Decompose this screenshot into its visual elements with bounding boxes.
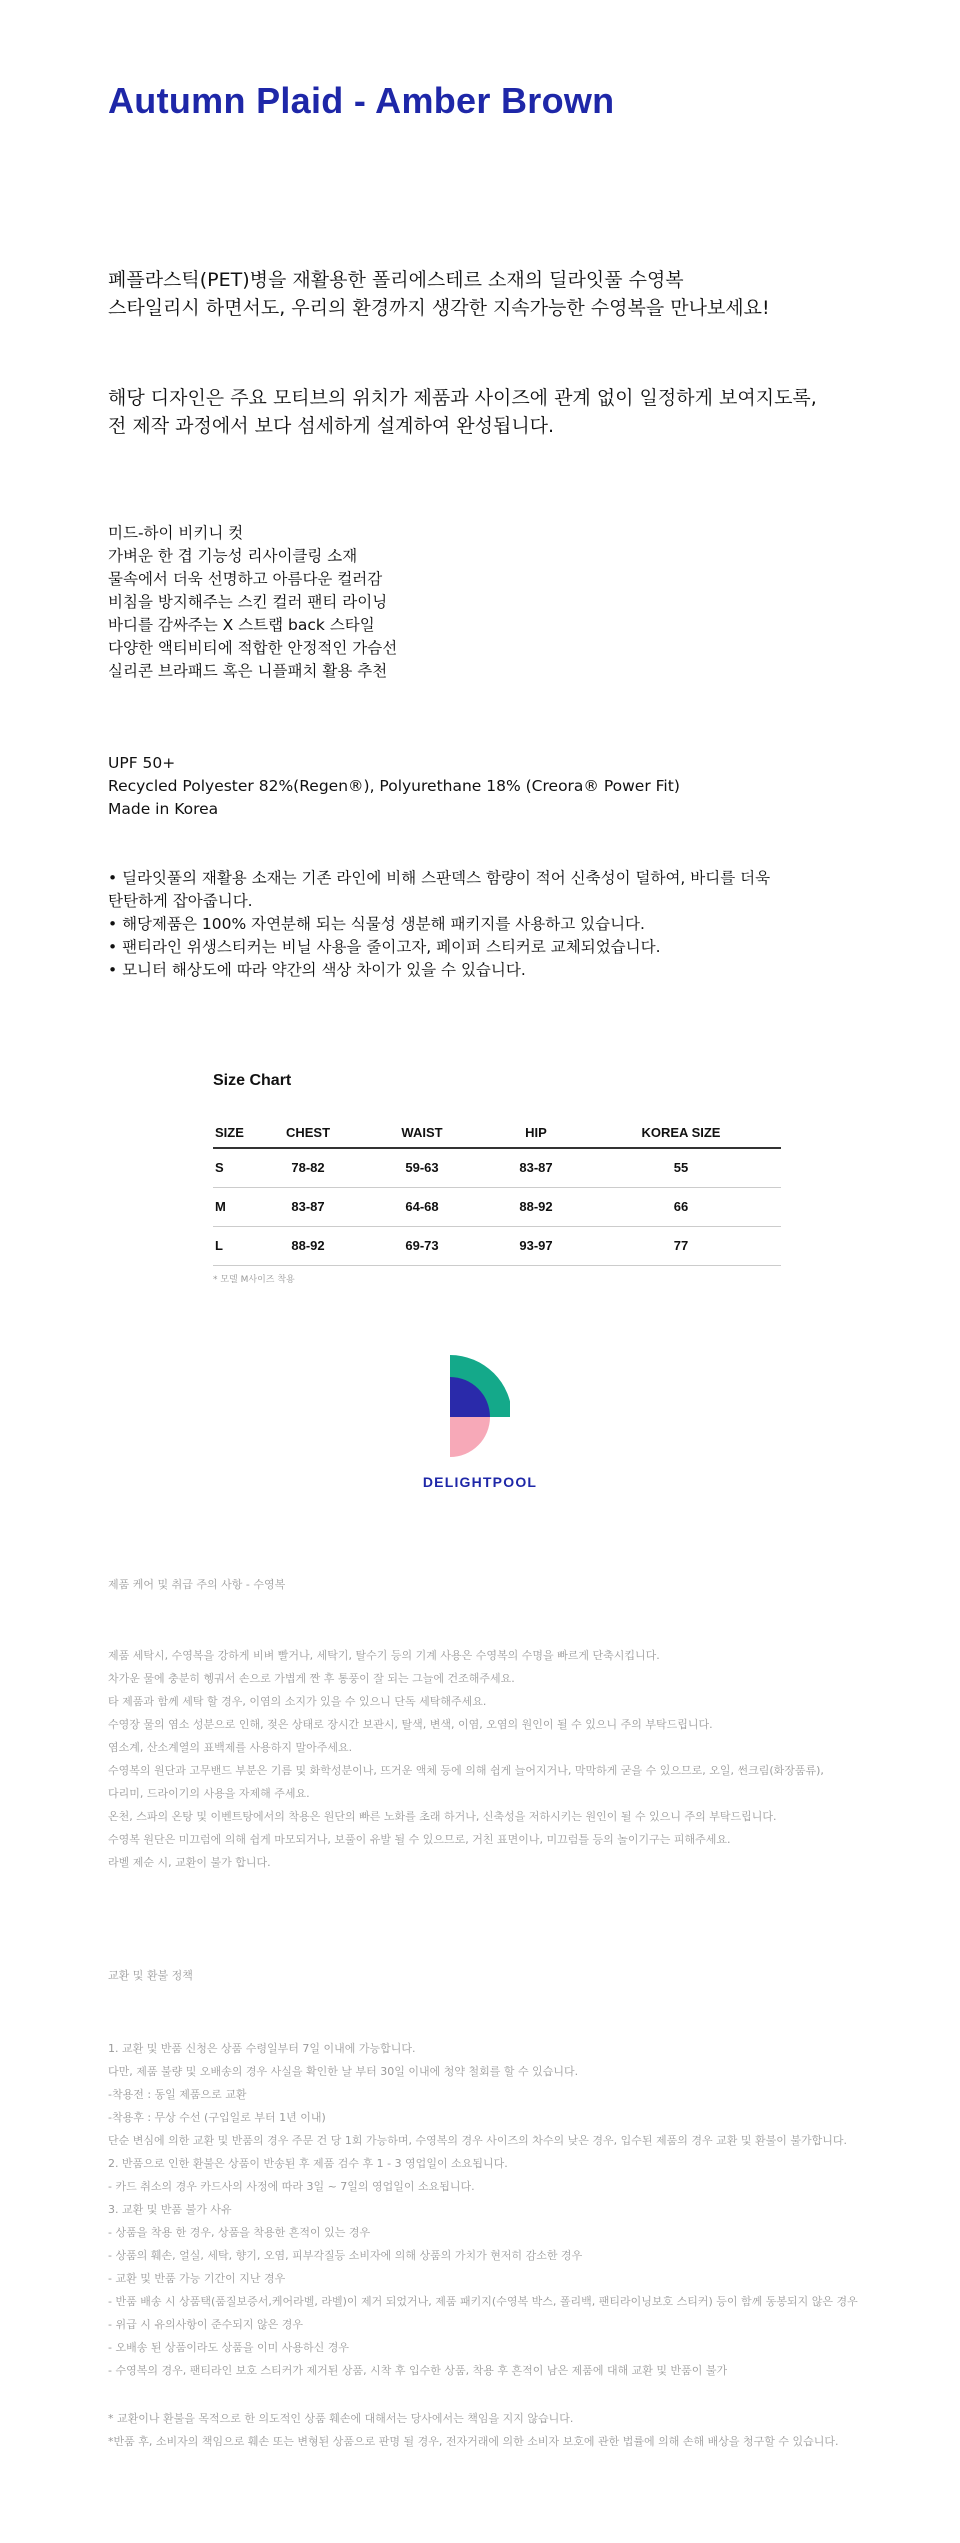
table-cell: S [213,1148,263,1187]
exchange-line: 다만, 제품 불량 및 오배송의 경우 사실을 확인한 날 부터 30일 이내에 청약 철회를 할 수 있습니다. [108,2065,579,2078]
column-header: WAIST [353,1118,491,1148]
size-chart-header-row [213,1118,781,1148]
design-line: 해당 디자인은 주요 모티브의 위치가 제품과 사이즈에 관계 없이 일정하게 보여지도록, [108,387,817,409]
size-chart-note: * 모델 M사이즈 착용 [213,1275,295,1285]
exchange-line: 1. 교환 및 반품 신청은 상품 수령일부터 7일 이내에 가능합니다. [108,2042,416,2055]
exchange-section-title: 교환 및 환불 정책 [108,1969,193,1982]
feature-list [108,522,397,683]
care-line: 온천, 스파의 온탕 및 이벤트탕에서의 착용은 원단의 빠른 노화를 초래 하거나, 신축성을 저하시키는 원인이 될 수 있으니 주의 부탁드립니다. [108,1810,777,1823]
column-header: HIP [491,1118,581,1148]
design-line: 전 제작 과정에서 보다 섬세하게 설계하여 완성됩니다. [108,415,555,437]
intro-line: 스타일리시 하면서도, 우리의 환경까지 생각한 지속가능한 수영복을 만나보세요! [108,297,770,319]
exchange-line: 3. 교환 및 반품 불가 사유 [108,2203,232,2216]
exchange-line: - 위급 시 유의사항이 준수되지 않은 경우 [108,2318,303,2331]
feature-item: 비침을 방지해주는 스킨 컬러 팬티 라이닝 [108,593,388,611]
column-header: SIZE [213,1118,263,1148]
table-row [213,1226,781,1265]
notice-item: • 딜라잇풀의 재활용 소재는 기존 라인에 비해 스판덱스 함량이 적어 신축성이 덜하여, 바디를 더욱 [108,869,771,887]
exchange-line: - 수영복의 경우, 팬티라인 보호 스티커가 제거된 상품, 시착 후 입수한 상품, 착용 후 흔적이 남은 제품에 대해 교환 및 반품이 불가 [108,2364,728,2377]
care-line: 다리미, 드라이기의 사용을 자제해 주세요. [108,1787,310,1800]
exchange-footer-line: *반품 후, 소비자의 책임으로 훼손 또는 변형된 상품으로 판명 될 경우, 전자거래에 의한 소비자 보호에 관한 법률에 의해 손해 배상을 청구할 수 있습니다. [108,2435,839,2448]
product-title: Autumn Plaid - Amber Brown [108,80,615,121]
exchange-line: -착용후 : 무상 수선 (구입일로 부터 1년 이내) [108,2111,326,2124]
table-cell: 78-82 [263,1148,353,1187]
care-line: 라벨 제순 시, 교환이 불가 합니다. [108,1856,271,1869]
exchange-line: - 반품 배송 시 상품택(품질보증서,케어라벨, 라벨)이 제거 되었거나, 제품 패키지(수영복 박스, 폴리백, 팬티라이닝보호 스티커) 등이 함께 동봉되지 않은 경우 [108,2295,858,2308]
table-cell: 59-63 [353,1148,491,1187]
table-cell: 66 [581,1187,781,1226]
care-line: 수영장 물의 염소 성분으로 인해, 젖은 상태로 장시간 보관시, 탈색, 변색, 이염, 오염의 원인이 될 수 있으니 주의 부탁드립니다. [108,1718,713,1731]
table-cell: 69-73 [353,1226,491,1265]
logo-pink-arc [450,1417,490,1457]
notice-item: • 모니터 해상도에 따라 약간의 색상 차이가 있을 수 있습니다. [108,961,526,979]
care-line: 차가운 물에 충분히 헹궈서 손으로 가볍게 짠 후 통풍이 잘 되는 그늘에 건조해주세요. [108,1672,515,1685]
care-line: 타 제품과 함께 세탁 할 경우, 이염의 소지가 있을 수 있으니 단독 세탁해주세요. [108,1695,487,1708]
column-header: KOREA SIZE [581,1118,781,1148]
spec-list [108,752,680,821]
care-line: 제품 세탁시, 수영복을 강하게 비벼 빨거나, 세탁기, 탈수기 등의 기계 사용은 수영복의 수명을 빠르게 단축시킵니다. [108,1649,660,1662]
exchange-line: - 교환 및 반품 가능 기간이 지난 경우 [108,2272,286,2285]
care-text [108,1644,824,1874]
exchange-line: 2. 반품으로 인한 환불은 상품이 반송된 후 제품 검수 후 1 - 3 영업일이 소요됩니다. [108,2157,508,2170]
table-cell: 83-87 [263,1187,353,1226]
exchange-line: - 오배송 된 상품이라도 상품을 이미 사용하신 경우 [108,2341,349,2354]
feature-item: 물속에서 더욱 선명하고 아름다운 컬러감 [108,570,383,588]
notice-item: 탄탄하게 잡아줍니다. [108,892,253,910]
care-line: 수영복 원단은 미끄럼에 의해 쉽게 마모되거나, 보풀이 유발 될 수 있으므로, 거친 표면이나, 미끄럼틀 등의 놀이기구는 피해주세요. [108,1833,731,1846]
table-cell: 64-68 [353,1187,491,1226]
intro-text [108,266,770,322]
exchange-footer [108,2407,838,2453]
spec-item: UPF 50+ [108,754,176,772]
feature-item: 가벼운 한 겹 기능성 리사이클링 소재 [108,547,358,565]
feature-item: 실리콘 브라패드 혹은 니플패치 활용 추천 [108,662,388,680]
spec-item: Recycled Polyester 82%(Regen®), Polyurethane 18% (Creora® Power Fit) [108,777,680,795]
design-text [108,384,817,440]
exchange-footer-line: * 교환이나 환불을 목적으로 한 의도적인 상품 훼손에 대해서는 당사에서는 책임을 지지 않습니다. [108,2412,574,2425]
table-cell: M [213,1187,263,1226]
column-header: CHEST [263,1118,353,1148]
spec-item: Made in Korea [108,800,219,818]
table-cell: 55 [581,1148,781,1187]
exchange-line: 단순 변심에 의한 교환 및 반품의 경우 주문 건 당 1회 가능하며, 수영복의 경우 사이즈의 차수의 낮은 경우, 입수된 제품의 경우 교환 및 환불이 불가합니다. [108,2134,847,2147]
table-cell: 77 [581,1226,781,1265]
notice-item: • 팬티라인 위생스티커는 비닐 사용을 줄이고자, 페이퍼 스티커로 교체되었습니다. [108,938,661,956]
table-cell: 93-97 [491,1226,581,1265]
intro-line: 폐플라스틱(PET)병을 재활용한 폴리에스테르 소재의 딜라잇풀 수영복 [108,269,684,291]
exchange-line: -착용전 : 동일 제품으로 교환 [108,2088,247,2101]
exchange-line: - 상품을 착용 한 경우, 상품을 착용한 흔적이 있는 경우 [108,2226,371,2239]
feature-item: 바디를 감싸주는 X 스트랩 back 스타일 [108,616,375,634]
table-cell: 88-92 [263,1226,353,1265]
table-row [213,1187,781,1226]
care-line: 염소계, 산소계열의 표백제를 사용하지 말아주세요. [108,1741,353,1754]
feature-item: 다양한 액티비티에 적합한 안정적인 가슴선 [108,639,398,657]
table-row [213,1148,781,1187]
notice-list [108,867,770,982]
care-section-title: 제품 케어 및 취급 주의 사항 - 수영복 [108,1578,286,1591]
exchange-text [108,2037,858,2382]
table-cell: 88-92 [491,1187,581,1226]
size-chart-title: Size Chart [213,1072,292,1089]
care-line: 수영복의 원단과 고무밴드 부분은 기름 및 화학성분이나, 뜨거운 액체 등에 의해 쉽게 늘어지거나, 막막하게 굳을 수 있으므로, 오일, 썬크림(화장품류), [108,1764,824,1777]
table-cell: 83-87 [491,1148,581,1187]
exchange-line: - 상품의 훼손, 얼실, 세탁, 향기, 오염, 피부각질등 소비자에 의해 상품의 가치가 현저히 감소한 경우 [108,2249,583,2262]
exchange-line: - 카드 취소의 경우 카드사의 사정에 따라 3일 ~ 7일의 영업일이 소요됩니다. [108,2180,475,2193]
table-cell: L [213,1226,263,1265]
brand-name: DELIGHTPOOL [422,1474,538,1490]
delightpool-logo-icon [440,1355,510,1465]
size-chart-table [213,1118,781,1266]
feature-item: 미드-하이 비키니 컷 [108,524,244,542]
notice-item: • 해당제품은 100% 자연분해 되는 식물성 생분해 패키지를 사용하고 있습니다. [108,915,645,933]
